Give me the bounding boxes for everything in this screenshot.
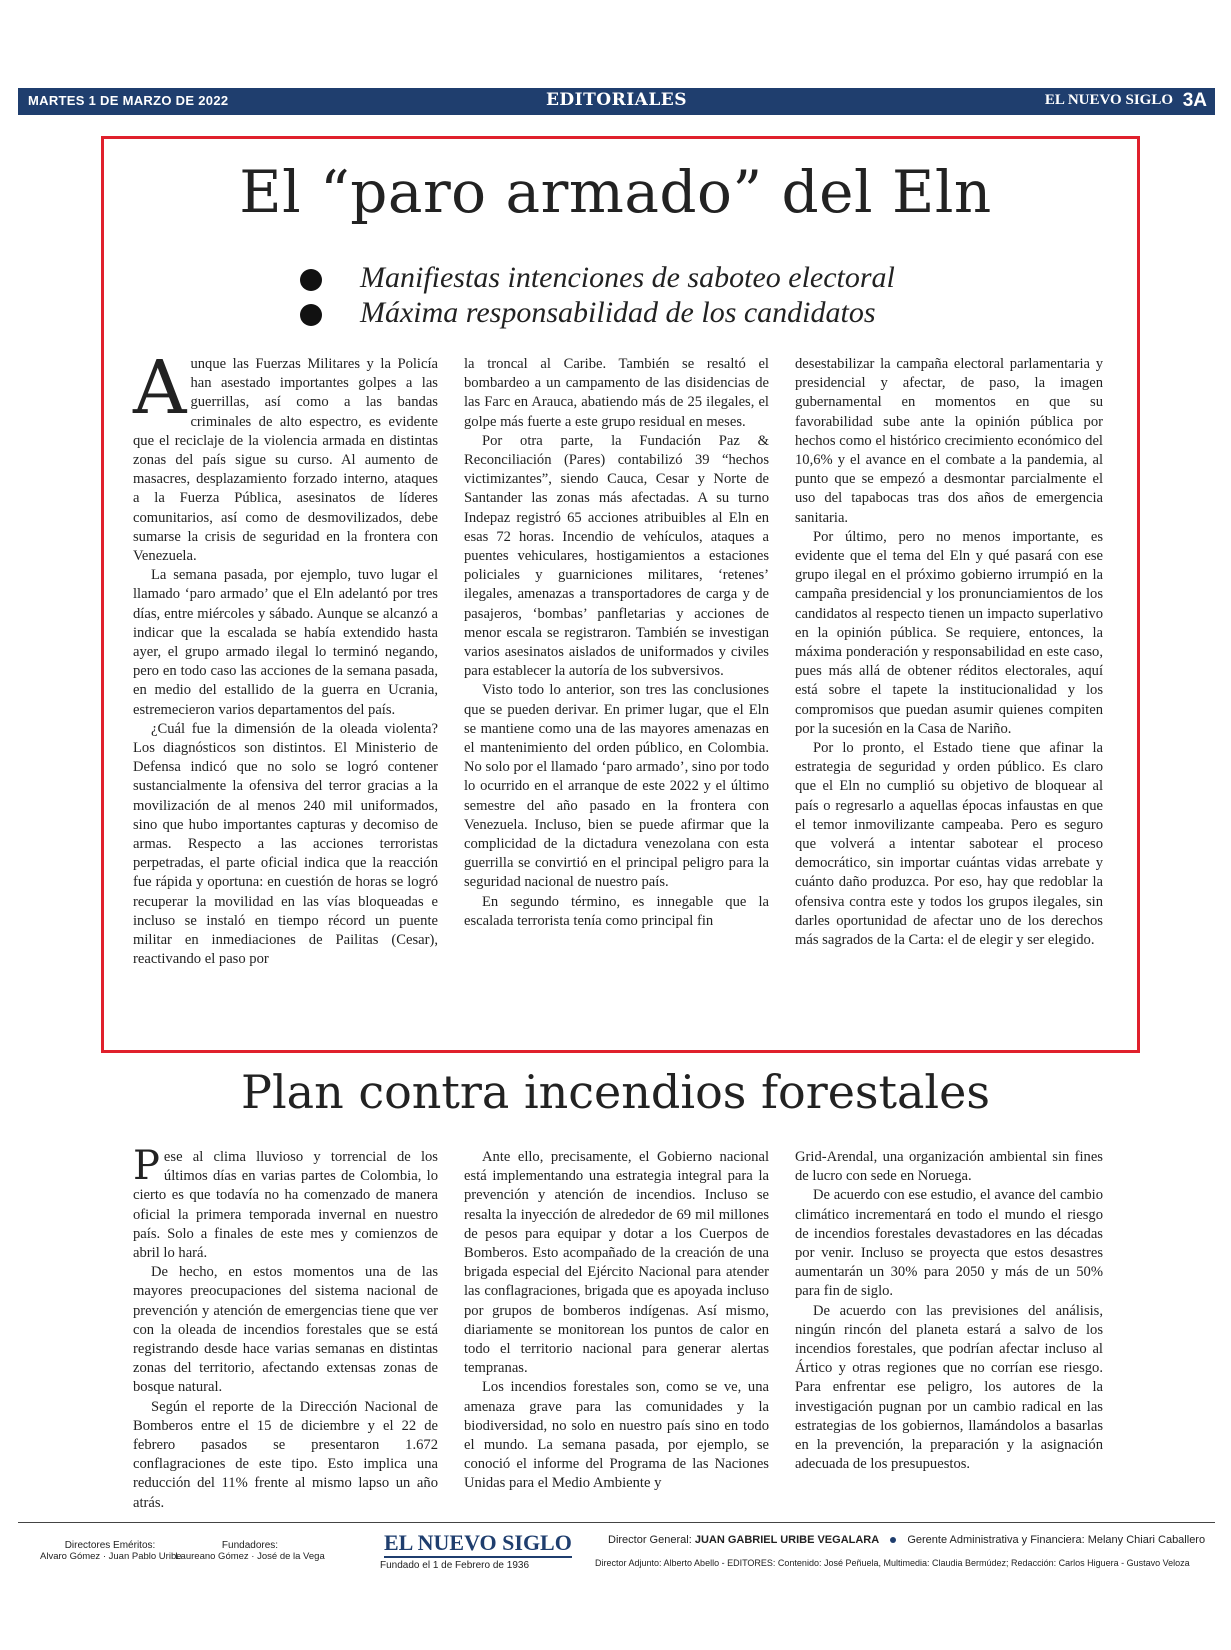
paragraph: desestabilizar la campaña electoral parlamentaria y presidencial y afectar, de paso, la imagen gubernamental en momentos en que su favorabilidad sube ante la opinión pública por hechos como el histórico crecimiento económico del 10,6% y el avance en el combate a la pandemia, al punto que se empezó a desmontar parcialmente el uso del tapabocas tras dos años de emergencia sanitaria. bbox=[795, 356, 1103, 526]
editorial-2-column-3 bbox=[795, 1148, 1103, 1474]
editorial-2-column-2 bbox=[464, 1148, 769, 1494]
paragraph: Aunque las Fuerzas Militares y la Policía han asestado importantes golpes a las guerrillas, así como a las bandas criminales de alto espectro, es evidente que el reciclaje de la violencia armada en distintas zonas del país sigue su curso. Al aumento de masacres, desplazamiento forzado interno, ataques a la Fuerza Pública, asesinatos de líderes comunitarios, así como de desmovilizados, debe sumarse la crisis de seguridad en la frontera con Venezuela. bbox=[133, 345, 438, 565]
paragraph: Por lo pronto, el Estado tiene que afinar la estrategia de seguridad y orden público. Es claro que el Eln no cumplió su objetivo de bloquear al país o regresarlo a aquellas épocas infaustas en que el temor inmovilizante campeaba. Pero es seguro que volverá a intentar sabotear el proceso democrático, sin importar cuántas vidas arrebate y cuánto daño produzca. Por eso, hay que redoblar la ofensiva contra este y todos los grupos ilegales, sin darles oportunidad de afectar uno de los derechos más sagrados de la Carta: el de elegir y ser elegido. bbox=[795, 740, 1103, 949]
editorial-1-title: El “paro armado” del Eln bbox=[239, 158, 992, 226]
paragraph: Visto todo lo anterior, son tres las conclusiones que se pueden derivar. En primer lugar, que el Eln se mantiene como una de las mayores amenazas en el mantenimiento del orden público, en Colombia. No solo por el llamado ‘paro armado’, sino por todo lo ocurrido en el arranque de este 2022 y el último semestre del año pasado en la frontera con Venezuela. Incluso, bien se puede afirmar que la complicidad de la dictadura venezolana con esta guerrilla se convirtió en el principal peligro para la seguridad nacional de nuestro país. bbox=[464, 682, 769, 891]
page-number: 3A bbox=[1182, 90, 1207, 111]
editorial-2-column-1 bbox=[133, 1143, 438, 1513]
issue-date: MARTES 1 DE MARZO DE 2022 bbox=[28, 93, 229, 108]
paragraph: Según el reporte de la Dirección Nacional de Bomberos entre el 15 de diciembre y el 22 de febrero pasados se presentaron 1.672 conflagraciones de este tipo. Esto implica una reducción del 11% frente al mismo lapso un año atrás. bbox=[133, 1398, 438, 1511]
management-line: Director General: JUAN GABRIEL URIBE VEGALARA Gerente Administrativa y Financiera: Melany Chiari Caballero bbox=[608, 1534, 1206, 1546]
separator-dot-icon bbox=[890, 1537, 896, 1543]
footer-divider bbox=[18, 1522, 1215, 1523]
editorial-2-title: Plan contra incendios forestales bbox=[241, 1065, 990, 1119]
paragraph: De acuerdo con las previsiones del análisis, ningún rincón del planeta estará a salvo de los incendios forestales, que podrían afectar incluso al Ártico y otras regiones que no corrían ese riesgo. Para enfrentar ese peligro, los autores de la investigación pugnan por un cambio radical en las estrategias de los gobiernos, llamándolos a basarlas en la prevención, la preparación y la asignación adecuada de los presupuestos. bbox=[795, 1302, 1103, 1473]
drop-cap: A bbox=[133, 345, 187, 431]
bullet-icon bbox=[300, 304, 322, 326]
paragraph: En segundo término, es innegable que la escalada terrorista tenía como principal fin bbox=[464, 893, 769, 929]
founders: Fundadores: Laureano Gómez · José de la Vega bbox=[175, 1540, 325, 1562]
drop-cap: P bbox=[133, 1143, 160, 1189]
paragraph: Los incendios forestales son, como se ve, una amenaza grave para las comunidades y la biodiversidad, no solo en nuestro país sino en todo el mundo. La semana pasada, por ejemplo, se conoció el informe del Programa de las Naciones Unidas para el Medio Ambiente y bbox=[464, 1379, 769, 1492]
paragraph: De acuerdo con ese estudio, el avance del cambio climático incrementará en todo el mundo el riesgo de incendios forestales devastadores en las décadas por venir. Incluso se proyecta que estos desastres aumentarán un 30% para 2050 y más de un 50% para fin de siglo. bbox=[795, 1187, 1103, 1300]
paragraph: la troncal al Caribe. También se resaltó el bombardeo a un campamento de las disidencias de las Farc en Arauca, abatiendo más de 25 ilegales, el golpe más fuerte a este grupo residual en meses. bbox=[464, 356, 769, 430]
section-title: EDITORIALES bbox=[545, 90, 688, 110]
newspaper-brand: EL NUEVO SIGLO bbox=[1044, 92, 1173, 108]
footer-brand-logo: EL NUEVO SIGLO bbox=[384, 1530, 572, 1558]
paragraph: De hecho, en estos momentos una de las mayores preocupaciones del sistema nacional de prevención y atención de emergencias tiene que ver con la oleada de incendios forestales que se está registrando desde hace varias semanas en distintas zonas del territorio, afectando extensas zonas de bosque natural. bbox=[133, 1264, 438, 1396]
page-header-bar bbox=[18, 88, 1215, 115]
paragraph: ¿Cuál fue la dimensión de la oleada violenta? Los diagnósticos son distintos. El Ministerio de Defensa indicó que no solo se logró contener sustancialmente la ofensiva del terror gracias a la movilización de al menos 240 mil uniformados, sino que hubo importantes capturas y decomiso de armas. Respecto a las acciones terroristas perpetradas, el parte oficial indica que la reacción fue rápida y oportuna: en cuestión de horas se logró recuperar la movilidad en las vías bloqueadas e incluso se instaló en tiempo récord un puente militar en inmediaciones de Pailitas (Cesar), reactivando el paso por bbox=[133, 720, 438, 968]
editorial-1-column-1 bbox=[133, 345, 438, 970]
editorial-1-column-2 bbox=[464, 355, 769, 931]
founded-date: Fundado el 1 de Febrero de 1936 bbox=[380, 1560, 529, 1571]
emeritus-directors: Directores Eméritos: Alvaro Gómez · Juan Pablo Uribe bbox=[40, 1540, 182, 1562]
paragraph: Por otra parte, la Fundación Paz & Reconciliación (Pares) contabilizó 39 “hechos victimizantes”, siendo Cauca, Cesar y Norte de Santander las zonas más afectadas. A su turno Indepaz registró 65 acciones atribuibles al Eln en esas 72 horas. Incendio de vehículos, ataques a puentes vehiculares, hostigamientos a estaciones policiales y guarniciones militares, ‘retenes’ ilegales, amenazas a transportadores de carga y de pasajeros, ‘bombas’ panfletarias y acciones de menor escala se registraron. También se investigan varios asesinatos aislados de uniformados y civiles para establecer la autoría de los subversivos. bbox=[464, 432, 769, 680]
paragraph: Grid-Arendal, una organización ambiental sin fines de lucro con sede en Noruega. bbox=[795, 1149, 1103, 1185]
paragraph: Pese al clima lluvioso y torrencial de los últimos días en varias partes de Colombia, lo cierto es que todavía no ha comenzado de manera oficial la primera temporada invernal en nuestro país. Solo a finales de este mes y comienzos de abril lo hará. bbox=[133, 1143, 438, 1262]
editorial-1-column-3 bbox=[795, 355, 1103, 950]
paragraph: La semana pasada, por ejemplo, tuvo lugar el llamado ‘paro armado’ que el Eln adelantó por tres días, entre miércoles y sábado. Aunque se alcanzó a indicar que la escalada se había extendido hasta ayer, el grupo armado ilegal lo terminó negando, pero en todo caso las acciones de la semana pasada, en medio del estallido de la guerra en Ucrania, estremecieron varios departamentos del país. bbox=[133, 567, 438, 718]
paragraph: Ante ello, precisamente, el Gobierno nacional está implementando una estrategia integral para la prevención y atención de incendios. Incluso se resalta la inyección de alrededor de 69 mil millones de pesos para equipar y dotar a los Cuerpos de Bomberos. Esto acompañado de la creación de una brigada especial del Ejército Nacional para atender las conflagraciones, brigada que es apoyada incluso por grupos de bomberos indígenas. Así mismo, diariamente se monitorean los puntos de calor en todo el territorio nacional para generar alertas tempranas. bbox=[464, 1149, 769, 1377]
bullet-icon bbox=[300, 269, 322, 291]
staff-line: Director Adjunto: Alberto Abello - EDITORES: Contenido: José Peñuela, Multimedia: Claudia Bermúdez; Redacción: Carlos Higuera - Gustavo Veloza bbox=[595, 1558, 1190, 1568]
paragraph: Por último, pero no menos importante, es evidente que el tema del Eln y qué pasará con ese grupo ilegal en el próximo gobierno irrumpió en la campaña presidencial y los pronunciamientos de los candidatos al respecto tienen un impacto superlativo en la opinión pública. Se requiere, entonces, la máxima ponderación y responsabilidad en este caso, pues más allá de obtener réditos electorales, aquí está sobre el tapete la institucionalidad y los compromisos que puedan asumir quienes compiten por la sucesión en la Casa de Nariño. bbox=[795, 528, 1103, 737]
